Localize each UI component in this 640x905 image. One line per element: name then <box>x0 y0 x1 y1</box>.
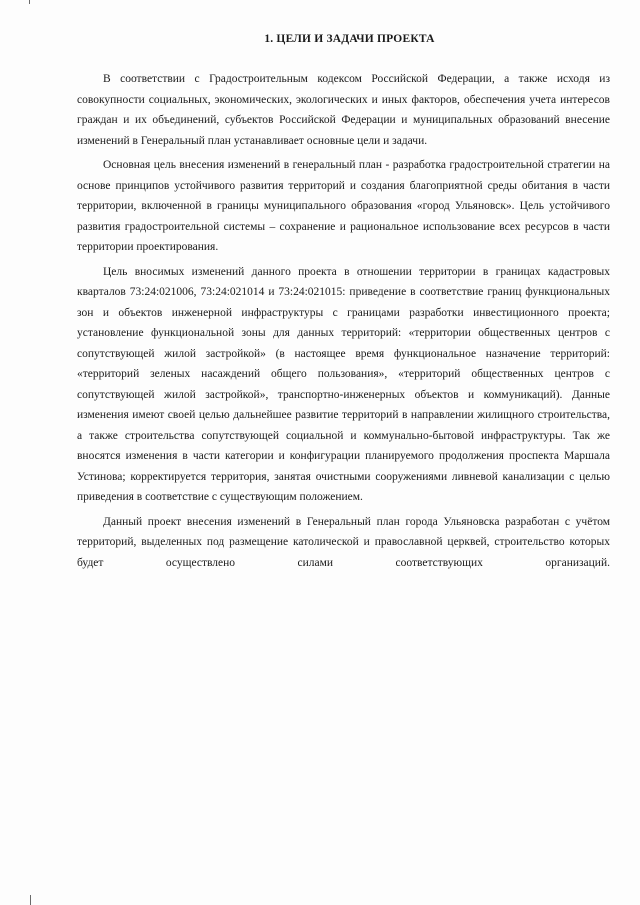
section-title: 1. ЦЕЛИ И ЗАДАЧИ ПРОЕКТА <box>264 33 435 45</box>
paragraph-churches: Данный проект внесения изменений в Генеральный план города Ульяновска разработан с учётом территорий, выделенных под размещение католической и православной церквей, строительство которых будет осуществлено силами соответствующих организаций. <box>77 515 610 569</box>
scan-edge-mark-bottom <box>30 895 31 905</box>
scan-edge-mark-top <box>29 0 30 4</box>
paragraph-intro: В соответствии с Градостроительным кодексом Российской Федерации, а также исходя из совокупности социальных, экономических, экологических и иных факторов, обеспечения учета интересов граждан и их объединений, субъектов Российской Федерации и муниципальных образований внесение изменений в Генеральный план устанавливает основные цели и задачи. <box>77 73 610 147</box>
paragraph-changes: Цель вносимых изменений данного проекта в отношении территории в границах кадастровых кварталов 73:24:021006, 73:24:021014 и 73:24:021015: приведение в соответствие границ функциональных зон и объектов инженерной инфраструктуры с границами разработки инвестиционного проекта; установление функциональной зоны для данных территорий: «территории общественных центров с сопутствующей жилой застройкой» (в настоящее время функциональное назначение территорий: «территорий зеленых насаждений общего пользования», «территорий общественных центров с сопутствующей жилой застройкой», транспортно-инженерных объектов и коммуникаций). Данные изменения имеют своей целью дальнейшее развитие территорий в направлении жилищного строительства, а также строительства сопутствующей социальной и коммунально-бытовой инфраструктуры. Так же вносятся изменения в части категории и конфигурации планируемого продолжения проспекта Маршала Устинова; корректируется территория, занятая очистными сооружениями ливневой канализации с целью приведения в соответствие с существующим положением. <box>77 265 610 503</box>
document-body <box>77 33 610 577</box>
paragraph-main-goal: Основная цель внесения изменений в генеральный план - разработка градостроительной стратегии на основе принципов устойчивого развития территорий и создания благоприятной среды обитания в части территории, включенной в границы муниципального образования «город Ульяновск». Цель устойчивого развития градостроительной системы – сохранение и рациональное использование всех ресурсов в части территории проектирования. <box>77 159 610 253</box>
